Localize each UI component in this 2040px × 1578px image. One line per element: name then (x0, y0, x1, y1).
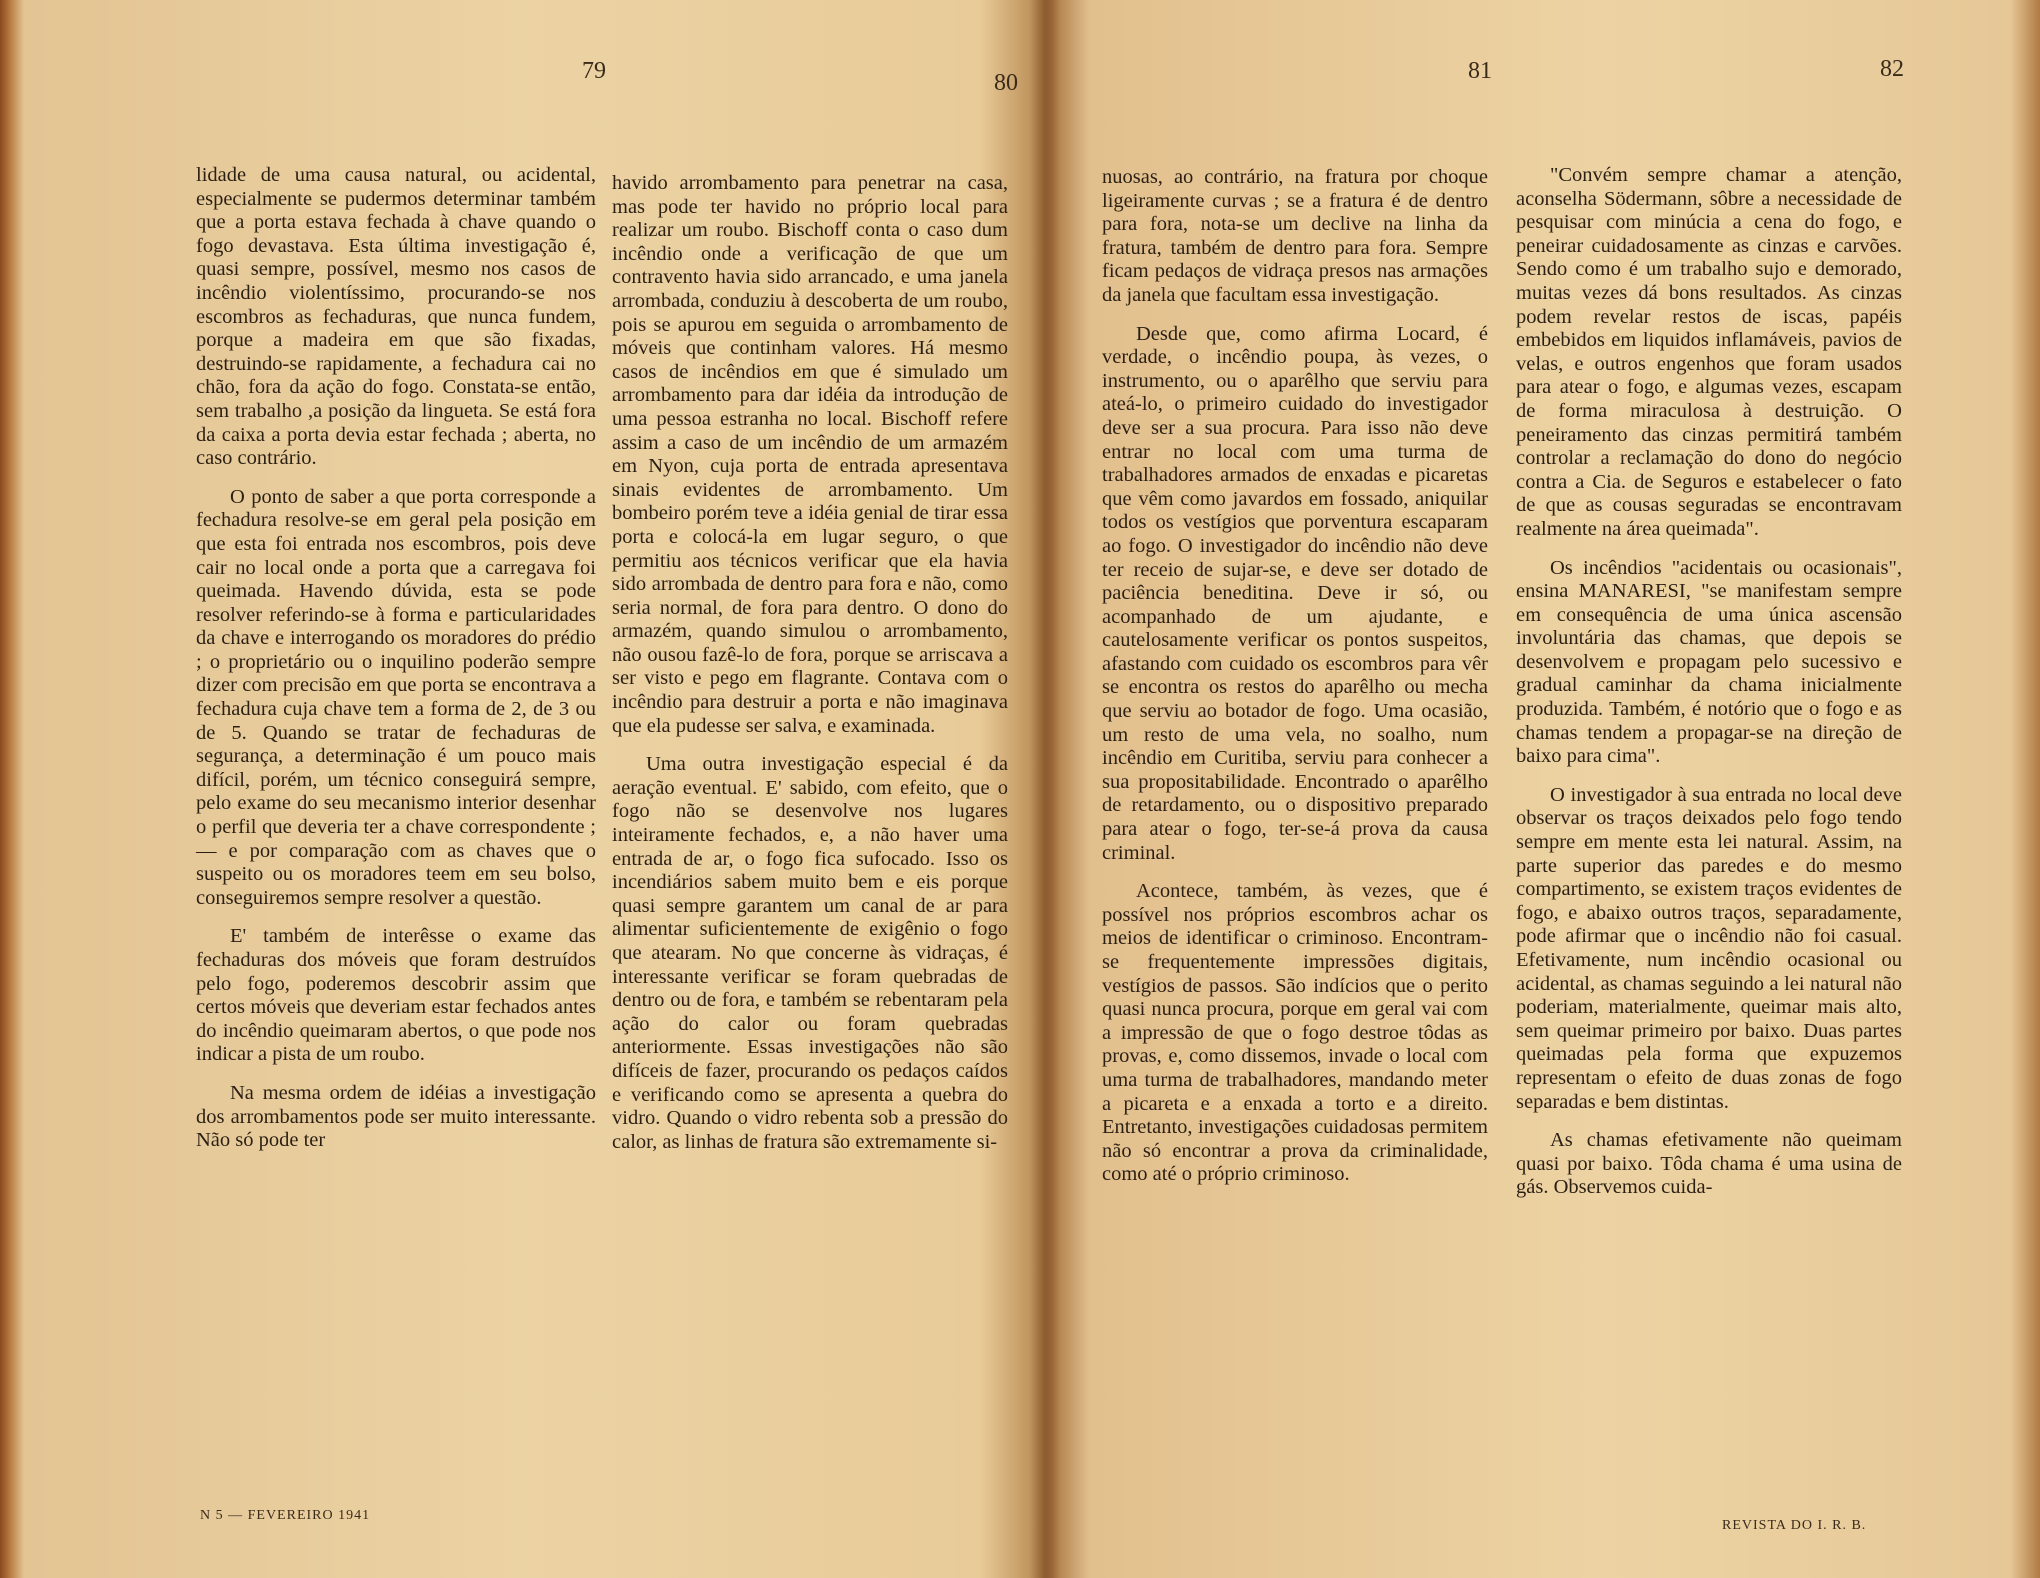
paragraph: Desde que, como afirma Locard, é verdade, o incêndio poupa, às vezes, o instrumento, ou o aparêlho que serviu para ateá-lo, o primeiro cuidado do investigador deve ser a sua procura. Para isso não deve entrar no local com uma turma de trabalhadores armados de enxadas e picaretas que vêm como javardos em fossado, aniquilar todos os vestígios que porventura escaparam ao fogo. O investigador do incêndio não deve ter receio de sujar-se, e deve ser dotado de paciência beneditina. Deve ir só, ou acompanhado de um ajudante, e cautelosamente verificar os pontos suspeitos, afastando com cuidado os escombros para vêr se encontra os restos do aparêlho ou mecha que serviu ao botador de fogo. Uma ocasião, um resto de uma vela, no soalho, num incêndio em Curitiba, serviu para conhecer a sua propositabilidade. Encontrado o aparêlho de retardamento, ou o dispositivo preparado para atear o fogo, ter-se-á prova da causa criminal. (1102, 322, 1488, 864)
right-page (1050, 0, 2040, 1578)
paragraph: Na mesma ordem de idéias a investigação dos arrombamentos pode ser muito interessante. Não só pode ter (196, 1081, 596, 1152)
page-number-79: 79 (582, 58, 606, 84)
paragraph: lidade de uma causa natural, ou acidental, especialmente se pudermos determinar também que a porta estava fechada à chave quando o fogo devastava. Esta última investigação é, quasi sempre, possível, mesmo nos casos de incêndio violentíssimo, procurando-se nos escombros as fechaduras, que nunca fundem, porque a madeira em que são fixadas, destruindo-se rapidamente, a fechadura cai no chão, fora da ação do fogo. Constata-se então, sem trabalho ,a posição da lingueta. Se está fora da caixa a porta devia estar fechada ; aberta, no caso contrário. (196, 164, 596, 470)
paragraph: nuosas, ao contrário, na fratura por choque ligeiramente curvas ; se a fratura é de dentro para fora, nota-se um declive na linha da fratura, também de dentro para fora. Sempre ficam pedaços de vidraça presos nas armações da janela que facultam essa investigação. (1102, 166, 1488, 306)
paragraph: O ponto de saber a que porta corresponde a fechadura resolve-se em geral pela posição em que esta foi entrada nos escombros, pois deve cair no local onde a porta que a carregava foi queimada. Havendo dúvida, esta se pode resolver referindo-se à forma e particularidades da chave e interrogando os moradores do prédio ; o proprietário ou o inquilino poderão sempre dizer com precisão em que porta se encontrava a fechadura cuja chave tem a forma de 2, de 3 ou de 5. Quando se tratar de fechaduras de segurança, a determinação é um pouco mais difícil, porém, um técnico conseguirá sempre, pelo exame do seu mecanismo interior desenhar o perfil que deveria ter a chave correspondente ; — e por comparação com as chaves que o suspeito ou os moradores teem em seu bolso, conseguiremos sempre resolver a questão. (196, 485, 596, 909)
paragraph: "Convém sempre chamar a atenção, aconselha Södermann, sôbre a necessidade de pesquisar com minúcia a cena do fogo, e peneirar cuidadosamente as cinzas e carvões. Sendo como é um trabalho sujo e demorado, muitas vezes dá bons resultados. As cinzas podem revelar restos de iscas, papéis embebidos em liquidos inflamáveis, pavios de velas, e outros engenhos que foram usados para atear o fogo, e algumas vezes, escapam de forma miraculosa à destruição. O peneiramento das cinzas permitirá também controlar a reclamação do dono do negócio contra a Cia. de Seguros e estabelecer o fato de que as cousas seguradas se encontravam realmente na área queimada". (1516, 164, 1902, 540)
footer-publication: REVISTA DO I. R. B. (1722, 1518, 1867, 1533)
column-page-79 (196, 164, 596, 1168)
paragraph: Acontece, também, às vezes, que é possível nos próprios escombros achar os meios de identificar o criminoso. Encontram-se frequentemente impressões digitais, vestígios de passos. São indícios que o perito quasi nunca procura, porque em geral vai com a impressão de que o fogo destroe tôdas as provas, e, como dissemos, invade o local com uma turma de trabalhadores, mandando meter a picareta e a enxada a torto e a direito. Entretanto, investigações cuidadosas permitem não só encontrar a prova da criminalidade, como até o próprio criminoso. (1102, 880, 1488, 1186)
column-page-80 (612, 172, 1008, 1169)
column-page-81 (1102, 166, 1488, 1202)
paragraph: Uma outra investigação especial é da aeração eventual. E' sabido, com efeito, que o fogo não se desenvolve nos lugares inteiramente fechados, e, a não haver uma entrada de ar, o fogo fica sufocado. Isso os incendiários sabem muito bem e eis porque quasi sempre garantem um canal de ar para alimentar suficientemente de exigênio o fogo que atearam. No que concerne às vidraças, é interessante verificar se foram quebradas de dentro ou de fora, e também se rebentaram pela ação do calor ou foram quebradas anteriormente. Essas investigações não são difíceis de fazer, procurando os pedaços caídos e verificando como se apresenta a quebra do vidro. Quando o vidro rebenta sob a pressão do calor, as linhas de fratura são extremamente si- (612, 753, 1008, 1153)
page-number-81: 81 (1468, 58, 1492, 84)
paragraph: Os incêndios "acidentais ou ocasionais", ensina MANARESI, "se manifestam sempre em consequência de uma única ascensão involuntária das chamas, que depois se desenvolvem e propagam pelo sucessivo e gradual caminhar da chama inicialmente produzida. Também, é notório que o fogo e as chamas tendem a propagar-se na direção de baixo para cima". (1516, 556, 1902, 768)
page-number-80: 80 (994, 70, 1018, 96)
page-number-82: 82 (1880, 56, 1904, 82)
column-page-82 (1516, 164, 1902, 1215)
paragraph: O investigador à sua entrada no local deve observar os traços deixados pelo fogo tendo sempre em mente esta lei natural. Assim, na parte superior das paredes e do mesmo compartimento, se existem traços evidentes de fogo, e abaixo outros traços, separadamente, pode afirmar que o incêndio não foi casual. Efetivamente, num incêndio ocasional ou acidental, as chamas seguindo a lei natural não poderiam, materialmente, queimar mais alto, sem queimar primeiro por baixo. Duas partes queimadas pela forma que expuzemos representam o efeito de duas zonas de fogo separadas e bem distintas. (1516, 783, 1902, 1113)
footer-issue-date: N 5 — FEVEREIRO 1941 (200, 1508, 371, 1523)
paragraph: E' também de interêsse o exame das fechaduras dos móveis que foram destruídos pelo fogo, poderemos descobrir assim que certos móveis que deveriam estar fechados antes do incêndio queimaram abertos, o que pode nos indicar a pista de um roubo. (196, 925, 596, 1066)
paragraph: As chamas efetivamente não queimam quasi por baixo. Tôda chama é uma usina de gás. Observemos cuida- (1516, 1129, 1902, 1199)
paragraph: havido arrombamento para penetrar na casa, mas pode ter havido no próprio local para realizar um roubo. Bischoff conta o caso dum incêndio onde a verificação de que um contravento havia sido arrancado, e uma janela arrombada, conduziu à descoberta de um roubo, pois se apurou em seguida o arrombamento de móveis que continham valores. Há mesmo casos de incêndios em que é simulado um arrombamento para dar idéia da introdução de uma pessoa estranha no local. Bischoff refere assim a caso de um incêndio de um armazém em Nyon, cuja porta de entrada apresentava sinais evidentes de arrombamento. Um bombeiro porém teve a idéia genial de tirar essa porta e colocá-la em lugar seguro, o que permitiu aos técnicos verificar que ela havia sido arrombada de dentro para fora e não, como seria normal, de fora para dentro. O dono do armazém, quando simulou o arrombamento, não ousou fazê-lo de fora, porque se arriscava a ser visto e pego em flagrante. Contava com o incêndio para destruir a porta e não imaginava que ela pudesse ser salva, e examinada. (612, 172, 1008, 737)
